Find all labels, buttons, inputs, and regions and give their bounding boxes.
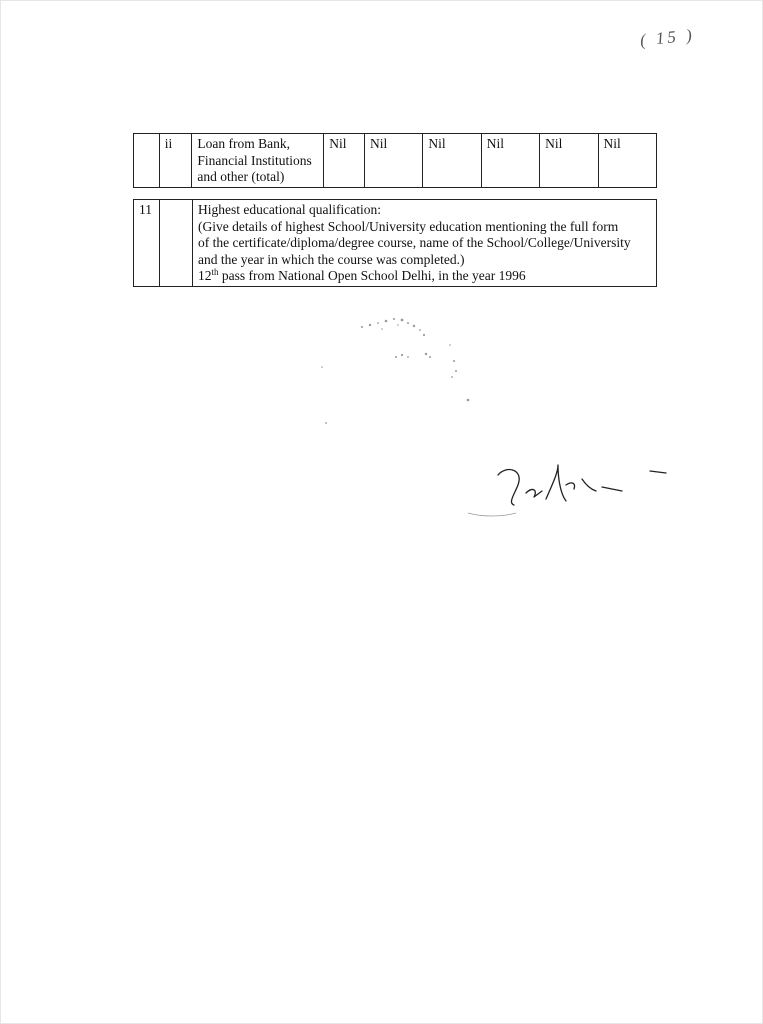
sub-item-number: ii (159, 134, 192, 188)
empty-cell (160, 200, 193, 287)
education-detail-cell (193, 200, 657, 287)
loan-value-cell: Nil (540, 134, 598, 188)
education-answer-text: pass from National Open School Delhi, in the year 1996 (218, 268, 526, 283)
loan-value-cell: Nil (598, 134, 656, 188)
education-instruction-line: (Give details of highest School/University education mentioning the full form (198, 218, 619, 234)
loan-label-line: Financial Institutions (197, 152, 312, 168)
loan-value-cell: Nil (364, 134, 422, 188)
loan-label-line: Loan from Bank, (197, 136, 291, 151)
loan-label-cell (192, 134, 324, 188)
education-answer-grade: 12 (198, 268, 212, 283)
loan-value-cell: Nil (423, 134, 481, 188)
loan-value-cell: Nil (324, 134, 365, 188)
empty-cell (134, 134, 160, 188)
table-row (134, 200, 657, 287)
education-answer (198, 268, 651, 285)
item-number: 11 (134, 200, 160, 287)
page-number: ( 15 ) (639, 25, 696, 50)
table-row (134, 134, 657, 188)
signature (462, 455, 672, 530)
education-table (133, 199, 657, 287)
education-instruction-line: and the year in which the course was completed.) (198, 251, 465, 267)
loan-table (133, 133, 657, 188)
education-instruction-line: of the certificate/diploma/degree course, name of the School/College/University (198, 235, 631, 250)
education-answer-superscript: th (211, 267, 219, 277)
education-heading: Highest educational qualification: (198, 202, 381, 217)
loan-value-cell: Nil (481, 134, 539, 188)
faded-stamp-mark (310, 305, 480, 435)
loan-label-line: and other (total) (197, 169, 285, 184)
